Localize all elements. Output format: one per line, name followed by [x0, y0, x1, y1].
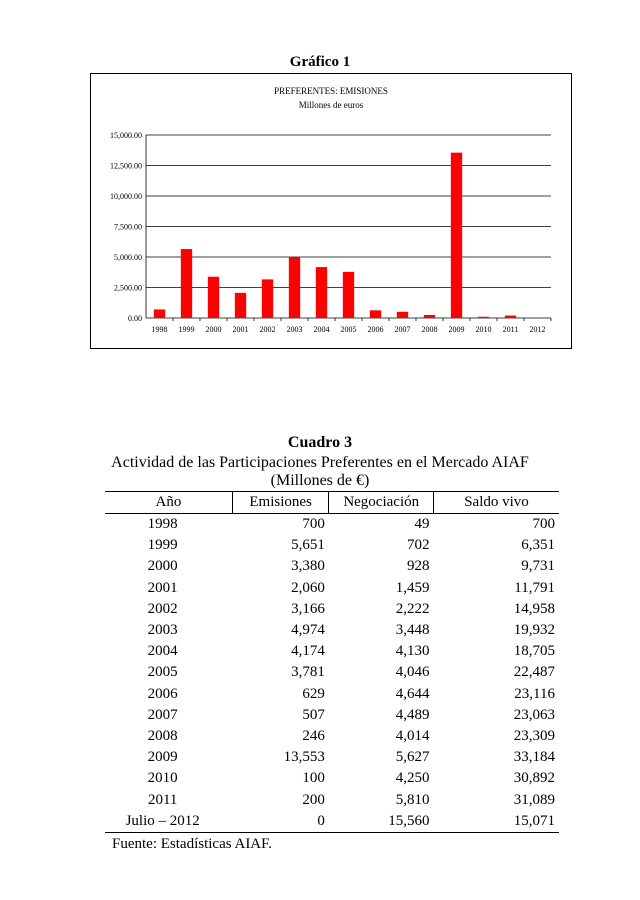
cell-emisiones: 3,380 — [291, 558, 325, 575]
cell-negociacion: 15,560 — [329, 811, 434, 833]
cell-emisiones: 100 — [302, 770, 325, 787]
table-row — [105, 620, 559, 641]
cell-negociacion: 49 — [414, 516, 430, 533]
table-row — [105, 662, 559, 683]
table-row — [105, 578, 559, 599]
cell-negociacion: 4,250 — [395, 770, 430, 787]
bar-2001 — [235, 293, 246, 318]
cell-negociacion: 928 — [407, 558, 430, 575]
cell-saldo-vivo: 23,116 — [514, 685, 555, 702]
cell-saldo-vivo: 22,487 — [513, 664, 555, 681]
bar-2006 — [370, 310, 381, 318]
cell-emisiones: 507 — [302, 706, 325, 723]
chart-subtitle: Millones de euros — [298, 100, 364, 110]
cell-emisiones: 4,174 — [291, 643, 325, 660]
cell-year: 2002 — [147, 600, 178, 617]
bar-1999 — [181, 249, 192, 318]
bar-1998 — [154, 309, 165, 318]
cell-negociacion: 5,627 — [395, 749, 430, 766]
cell-saldo-vivo: 15,071 — [434, 811, 559, 833]
source-note: Fuente: Estadísticas AIAF. — [112, 836, 273, 852]
header-emisiones: Emisiones — [232, 492, 329, 514]
cell-saldo-vivo: 18,705 — [513, 643, 555, 660]
x-tick-label: 2009 — [448, 325, 465, 334]
y-tick-label: 12,500.00 — [110, 161, 142, 171]
table-row — [105, 726, 559, 747]
cell-saldo-vivo: 14,958 — [513, 600, 555, 617]
bar-chart — [91, 74, 571, 348]
cell-negociacion: 3,448 — [395, 622, 430, 639]
cell-emisiones: 3,166 — [291, 600, 325, 617]
table-title: Actividad de las Participaciones Preferentes en el Mercado AIAF — [111, 454, 529, 471]
y-tick-label: 10,000.00 — [110, 192, 142, 201]
table-row — [105, 556, 559, 577]
cell-negociacion: 2,222 — [395, 600, 430, 617]
cell-negociacion: 5,810 — [395, 791, 430, 808]
cell-year: Julio – 2012 — [105, 811, 232, 833]
y-tick-label: 5,000.00 — [114, 253, 142, 262]
x-tick-label: 2003 — [286, 325, 303, 334]
cell-negociacion: 4,046 — [395, 664, 430, 681]
cell-saldo-vivo: 11,791 — [514, 579, 555, 596]
x-tick-label: 1999 — [178, 325, 195, 334]
bar-2004 — [316, 267, 327, 318]
cell-negociacion: 702 — [407, 537, 430, 554]
cell-emisiones: 5,651 — [291, 537, 325, 554]
x-tick-label: 2000 — [205, 325, 222, 334]
table-row — [105, 684, 559, 705]
x-tick-label: 2010 — [475, 325, 492, 334]
chart-frame — [90, 73, 572, 349]
table-unit: (Millones de €) — [270, 472, 370, 489]
cell-saldo-vivo: 33,184 — [513, 749, 555, 766]
bar-2000 — [208, 277, 219, 318]
bar-2005 — [343, 272, 354, 318]
cell-emisiones: 0 — [232, 811, 329, 833]
cell-emisiones: 629 — [302, 685, 325, 702]
header-year: Año — [105, 492, 232, 514]
x-tick-label: 2001 — [232, 325, 249, 334]
cell-year: 2001 — [147, 579, 178, 596]
cell-saldo-vivo: 23,309 — [513, 727, 555, 744]
cell-saldo-vivo: 6,351 — [521, 537, 555, 554]
cell-saldo-vivo: 19,932 — [513, 622, 555, 639]
x-tick-label: 2011 — [502, 325, 519, 334]
bar-2007 — [397, 312, 408, 318]
cell-saldo-vivo: 30,892 — [513, 770, 555, 787]
x-tick-label: 2012 — [529, 325, 546, 334]
cell-saldo-vivo: 700 — [532, 516, 555, 533]
chart-title: PREFERENTES: EMISIONES — [274, 86, 388, 96]
table-row — [105, 811, 559, 833]
y-tick-label: 7,500.00 — [114, 222, 142, 232]
bar-2011 — [505, 316, 516, 318]
cell-negociacion: 4,489 — [395, 706, 430, 723]
cell-emisiones: 4,974 — [291, 622, 325, 639]
cell-year: 1999 — [147, 537, 178, 554]
table-row — [105, 747, 559, 768]
table-row — [105, 599, 559, 620]
y-tick-label: 15,000.00 — [110, 131, 142, 140]
cell-year: 2005 — [147, 664, 178, 681]
cell-year: 1998 — [147, 516, 178, 533]
table-row — [105, 705, 559, 726]
cell-negociacion: 1,459 — [395, 579, 430, 596]
bar-2009 — [451, 153, 462, 318]
bar-2010 — [478, 317, 489, 318]
table-row — [105, 514, 559, 536]
x-tick-label: 2002 — [259, 325, 276, 334]
cell-negociacion: 4,644 — [395, 685, 430, 702]
table-number: Cuadro 3 — [287, 434, 353, 451]
table-row — [105, 535, 559, 556]
cell-saldo-vivo: 23,063 — [513, 706, 555, 723]
x-tick-label: 2004 — [313, 325, 330, 334]
x-tick-label: 2006 — [367, 325, 384, 334]
cell-year: 2003 — [147, 622, 178, 639]
bar-2008 — [424, 315, 435, 318]
cell-emisiones: 2,060 — [291, 579, 325, 596]
figure-title: Gráfico 1 — [289, 54, 351, 70]
cell-emisiones: 200 — [302, 791, 325, 808]
cell-year: 2007 — [147, 706, 178, 723]
cell-year: 2010 — [147, 770, 178, 787]
cell-year: 2009 — [147, 749, 178, 766]
header-negociacion: Negociación — [329, 492, 434, 514]
data-table — [105, 491, 559, 833]
bar-2003 — [289, 257, 300, 318]
cell-year: 2000 — [147, 558, 178, 575]
x-tick-label: 2008 — [421, 325, 438, 334]
x-tick-label: 1998 — [151, 325, 168, 334]
y-tick-label: 0.00 — [128, 314, 142, 323]
cell-emisiones: 700 — [302, 516, 325, 533]
cell-emisiones: 246 — [302, 727, 325, 744]
table-row — [105, 768, 559, 789]
table-header-row — [105, 492, 559, 514]
x-tick-label: 2007 — [394, 325, 411, 334]
table-row — [105, 789, 559, 810]
cell-negociacion: 4,130 — [395, 643, 430, 660]
cell-year: 2008 — [147, 727, 178, 744]
cell-saldo-vivo: 31,089 — [513, 791, 555, 808]
table-row — [105, 641, 559, 662]
cell-emisiones: 3,781 — [291, 664, 325, 681]
cell-saldo-vivo: 9,731 — [521, 558, 555, 575]
cell-emisiones: 13,553 — [283, 749, 325, 766]
header-saldo-vivo: Saldo vivo — [434, 492, 559, 514]
y-tick-label: 2,500.00 — [114, 283, 142, 293]
x-tick-label: 2005 — [340, 325, 357, 334]
cell-year: 2011 — [147, 791, 178, 808]
cell-negociacion: 4,014 — [395, 727, 430, 744]
cell-year: 2004 — [147, 643, 178, 660]
cell-year: 2006 — [147, 685, 178, 702]
bar-2002 — [262, 279, 273, 318]
